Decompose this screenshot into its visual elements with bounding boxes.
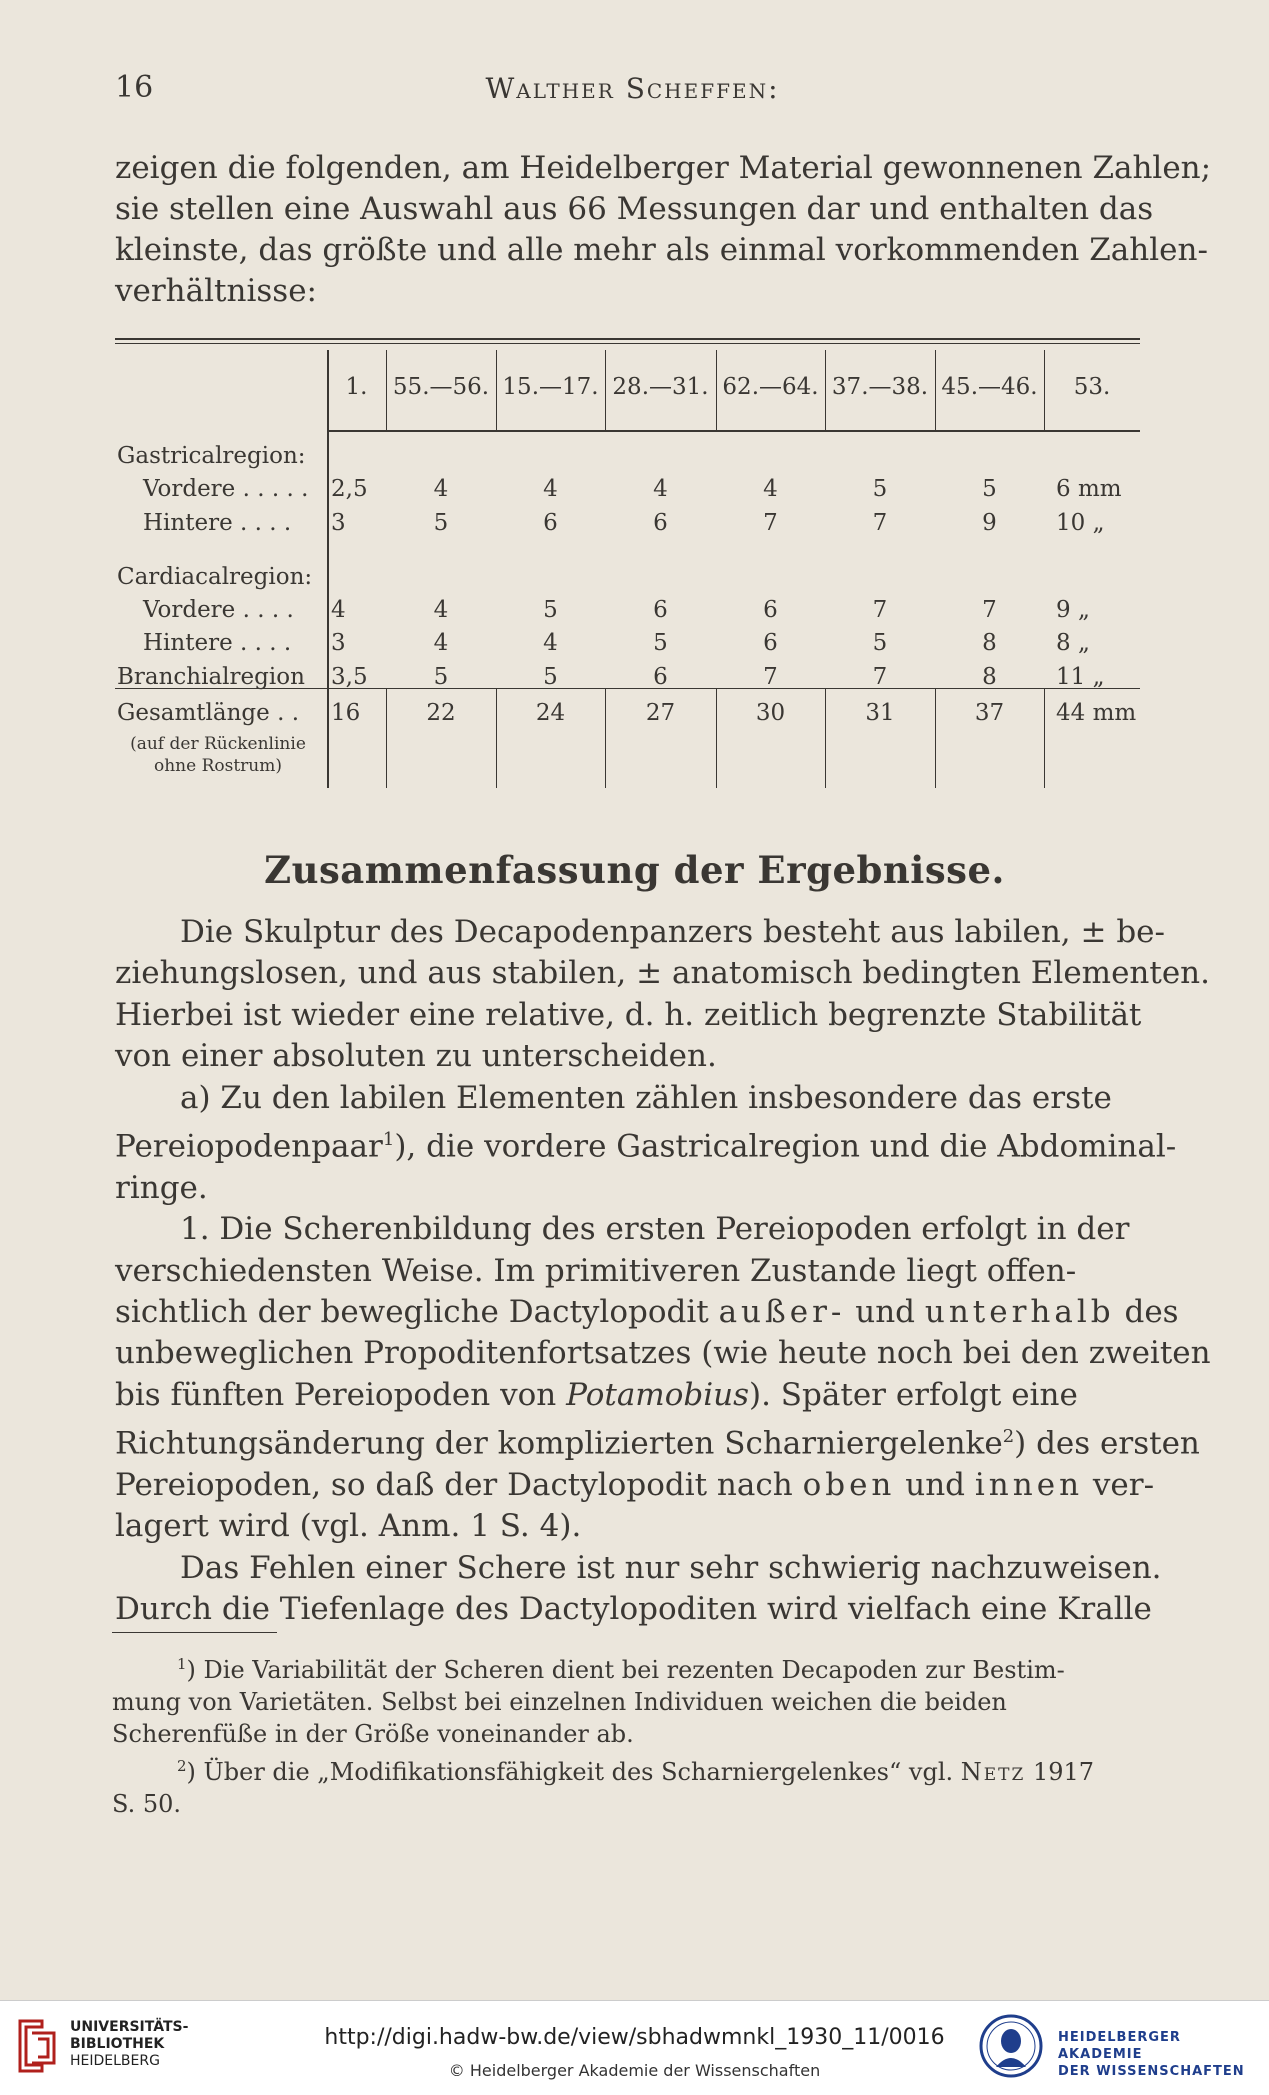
- column-header: 62.—64.: [722, 374, 819, 400]
- body-line: Die Skulptur des Decapodenpanzers besteht aus labilen, ± be-: [180, 914, 1165, 950]
- body-line: ringe.: [115, 1169, 208, 1206]
- footnote-mark: 2: [177, 1757, 187, 1775]
- author-name: Netz: [960, 1758, 1026, 1786]
- academy-seal-icon: [978, 2013, 1044, 2079]
- intro-paragraph: [115, 148, 1212, 312]
- body-text-run: ver-: [1083, 1466, 1155, 1503]
- body-line: 1. Die Scherenbildung des ersten Pereiopoden erfolgt in der: [180, 1211, 1130, 1248]
- column-header: 1.: [345, 374, 368, 400]
- row-label: Vordere . . . . .: [143, 476, 309, 502]
- table-cell: 6 mm: [1056, 476, 1122, 502]
- spaced-emphasis: außer-: [718, 1293, 846, 1330]
- footnote-text: ) Die Variabilität der Scheren dient bei rezenten Decapoden zur Bestim-: [186, 1656, 1065, 1684]
- table-cell: 7: [763, 664, 778, 690]
- table-cell: 31: [865, 700, 895, 726]
- column-header: 28.—31.: [612, 374, 709, 400]
- body-line: von einer absoluten zu unterscheiden.: [115, 1038, 717, 1075]
- table-cell: 5: [543, 597, 558, 623]
- row-label: Cardiacalregion:: [117, 564, 313, 590]
- table-cell: 4: [653, 476, 668, 502]
- table-cell: 5: [982, 476, 997, 502]
- table-cell: 6: [763, 630, 778, 656]
- running-head: Walther Scheffen:: [485, 72, 780, 105]
- page-number: 16: [115, 70, 154, 105]
- body-line: verschiedensten Weise. Im primitiveren Zustande liegt offen-: [115, 1252, 1077, 1289]
- table-cell: 24: [535, 700, 566, 726]
- body-line: [115, 1375, 1145, 1416]
- footnotes: [112, 1648, 1137, 1820]
- table-cell: 8: [982, 630, 997, 656]
- total-row-note: (auf der Rückenlinie: [130, 734, 306, 754]
- table-cell: 4: [433, 476, 449, 502]
- footnote-ref: 1: [382, 1129, 395, 1151]
- ub-line: HEIDELBERG: [70, 2053, 160, 2069]
- row-label: Hintere . . . .: [143, 510, 292, 536]
- table-cell: 4: [433, 597, 449, 623]
- body-text: [115, 912, 1211, 1631]
- academy-line: DER WISSENSCHAFTEN: [1058, 2064, 1245, 2079]
- body-text-run: bis fünften Pereiopoden von: [115, 1376, 567, 1413]
- spaced-emphasis: oben: [802, 1466, 896, 1503]
- footnote-line: mung von Varietäten. Selbst bei einzelnen Individuen weichen die beiden: [112, 1688, 1007, 1716]
- table-cell: 4: [763, 476, 778, 502]
- footnote-rule: [112, 1632, 277, 1633]
- table-cell: 8: [982, 664, 997, 690]
- viewer-footer-bar: [0, 2000, 1269, 2095]
- table-cell: 2,5: [331, 476, 368, 502]
- body-line: [115, 1416, 1200, 1465]
- table-cell: 6: [653, 510, 668, 536]
- column-header: 15.—17.: [502, 374, 599, 400]
- body-line: Hierbei ist wieder eine relative, d. h. zeitlich begrenzte Stabilität: [115, 996, 1142, 1033]
- row-label: Branchialregion: [117, 664, 305, 690]
- table-cell: 27: [645, 700, 676, 726]
- copyright-notice: © Heidelberger Akademie der Wissenschaften: [448, 2061, 821, 2080]
- footnote-mark: 1: [177, 1655, 187, 1673]
- table-cell: 4: [543, 476, 558, 502]
- table-cell: 10 „: [1056, 510, 1105, 536]
- table-cell: 3: [331, 510, 346, 536]
- intro-line: sie stellen eine Auswahl aus 66 Messungen dar und enthalten das: [115, 191, 1154, 227]
- label-column-separator: [327, 350, 329, 788]
- footnote-line: [112, 1648, 1137, 1686]
- table-cell: 30: [755, 700, 786, 726]
- table-cell: 7: [872, 664, 888, 690]
- permalink-url[interactable]: http://digi.hadw-bw.de/view/sbhadwmnkl_1930_11/0016: [324, 2025, 945, 2050]
- intro-line: zeigen die folgenden, am Heidelberger Material gewonnenen Zahlen;: [115, 150, 1212, 186]
- body-text-run: ). Später erfolgt eine: [749, 1376, 1078, 1413]
- footnote-line: S. 50.: [112, 1790, 182, 1818]
- page-header: [115, 70, 1150, 110]
- spaced-emphasis: unterhalb: [924, 1293, 1115, 1330]
- body-text-run: Pereiopodenpaar: [115, 1128, 383, 1165]
- table-cell: 7: [763, 510, 778, 536]
- measurement-table: [115, 338, 1140, 798]
- body-text-run: ) des ersten: [1014, 1425, 1200, 1462]
- table-cell: 5: [433, 510, 449, 536]
- footnote-text: ) Über die „Modifikationsfähigkeit des Scharniergelenkes“ vgl.: [186, 1758, 961, 1786]
- total-row-label: Gesamtlänge . .: [117, 700, 300, 726]
- table-cell: 11 „: [1056, 664, 1105, 690]
- ub-line: BIBLIOTHEK: [70, 2036, 165, 2052]
- table-cell: 4: [433, 630, 449, 656]
- table-cell: 5: [653, 630, 668, 656]
- column-header: 45.—46.: [941, 374, 1038, 400]
- table-cell: 4: [543, 630, 558, 656]
- column-header: 55.—56.: [392, 374, 490, 400]
- table-header-rule: [327, 430, 1140, 432]
- intro-line: verhältnisse:: [115, 273, 317, 309]
- table-cell: 22: [426, 700, 456, 726]
- table-cell: 5: [433, 664, 449, 690]
- academy-name: [1058, 2029, 1269, 2080]
- table-cell: 5: [543, 664, 558, 690]
- body-text-run: ), die vordere Gastricalregion und die Abdominal-: [394, 1128, 1177, 1165]
- table-cell: 6: [653, 597, 668, 623]
- table-top-rule: [115, 338, 1140, 340]
- body-text-run: sichtlich der bewegliche Dactylopodit: [115, 1293, 719, 1330]
- column-header: 37.—38.: [831, 374, 929, 400]
- column-separator: [1044, 688, 1045, 788]
- body-line: [115, 1292, 1179, 1333]
- table-cell: 6: [543, 510, 558, 536]
- table-top-rule-2: [115, 343, 1140, 344]
- intro-line: kleinste, das größte und alle mehr als einmal vorkommenden Zahlen-: [115, 232, 1208, 268]
- taxon-name: Potamobius: [566, 1376, 749, 1413]
- table-cell: 7: [872, 510, 888, 536]
- ub-line: UNIVERSITÄTS-: [70, 2019, 189, 2035]
- academy-line: HEIDELBERGER AKADEMIE: [1058, 2030, 1181, 2062]
- table-cell: 44 mm: [1056, 700, 1137, 726]
- body-text-run: Pereiopoden, so daß der Dactylopodit nach: [115, 1466, 803, 1503]
- table-cell: 5: [872, 476, 888, 502]
- row-label: Gastricalregion:: [117, 443, 306, 469]
- footnote-line: Scherenfüße in der Größe voneinander ab.: [112, 1720, 634, 1748]
- table-cell: 5: [872, 630, 888, 656]
- body-text-run: Richtungsänderung der komplizierten Scharniergelenke: [115, 1425, 1003, 1462]
- table-cell: 3,5: [331, 664, 368, 690]
- table-cell: 6: [653, 664, 668, 690]
- table-cell: 3: [331, 630, 346, 656]
- body-line: ziehungslosen, und aus stabilen, ± anatomisch bedingten Elementen.: [115, 955, 1211, 992]
- body-text-run: des: [1114, 1293, 1179, 1330]
- table-cell: 37: [974, 700, 1005, 726]
- row-label: Hintere . . . .: [143, 630, 292, 656]
- section-heading: Zusammenfassung der Ergebnisse.: [264, 848, 1005, 892]
- body-line: Das Fehlen einer Schere ist nur sehr schwierig nachzuweisen.: [180, 1549, 1162, 1586]
- table-cell: 7: [982, 597, 997, 623]
- table-cell: 16: [331, 700, 361, 726]
- footnote-text: 1917: [1025, 1758, 1095, 1786]
- body-line: [115, 1119, 1177, 1168]
- table-cell: 9: [982, 510, 997, 536]
- footnote-ref: 2: [1002, 1426, 1015, 1448]
- body-line: [115, 1465, 1155, 1506]
- body-text-run: und: [845, 1293, 925, 1330]
- body-line: lagert wird (vgl. Anm. 1 S. 4).: [115, 1508, 582, 1545]
- table-cell: 4: [331, 597, 346, 623]
- body-line: a) Zu den labilen Elementen zählen insbesondere das erste: [180, 1079, 1112, 1116]
- table-cell: 7: [872, 597, 888, 623]
- body-line: unbeweglichen Propoditenfortsatzes (wie heute noch bei den zweiten: [115, 1335, 1211, 1372]
- body-text-run: und: [895, 1466, 975, 1503]
- column-header: 53.: [1073, 374, 1111, 400]
- total-row-note: ohne Rostrum): [153, 756, 282, 776]
- table-cell: 6: [763, 597, 778, 623]
- table-cell: 8 „: [1056, 630, 1090, 656]
- footnote-line: [112, 1750, 1137, 1788]
- row-label: Vordere . . . .: [143, 597, 294, 623]
- table-cell: 9 „: [1056, 597, 1090, 623]
- body-line: Durch die Tiefenlage des Dactylopoditen wird vielfach eine Kralle: [115, 1591, 1152, 1628]
- spaced-emphasis: innen: [974, 1466, 1084, 1503]
